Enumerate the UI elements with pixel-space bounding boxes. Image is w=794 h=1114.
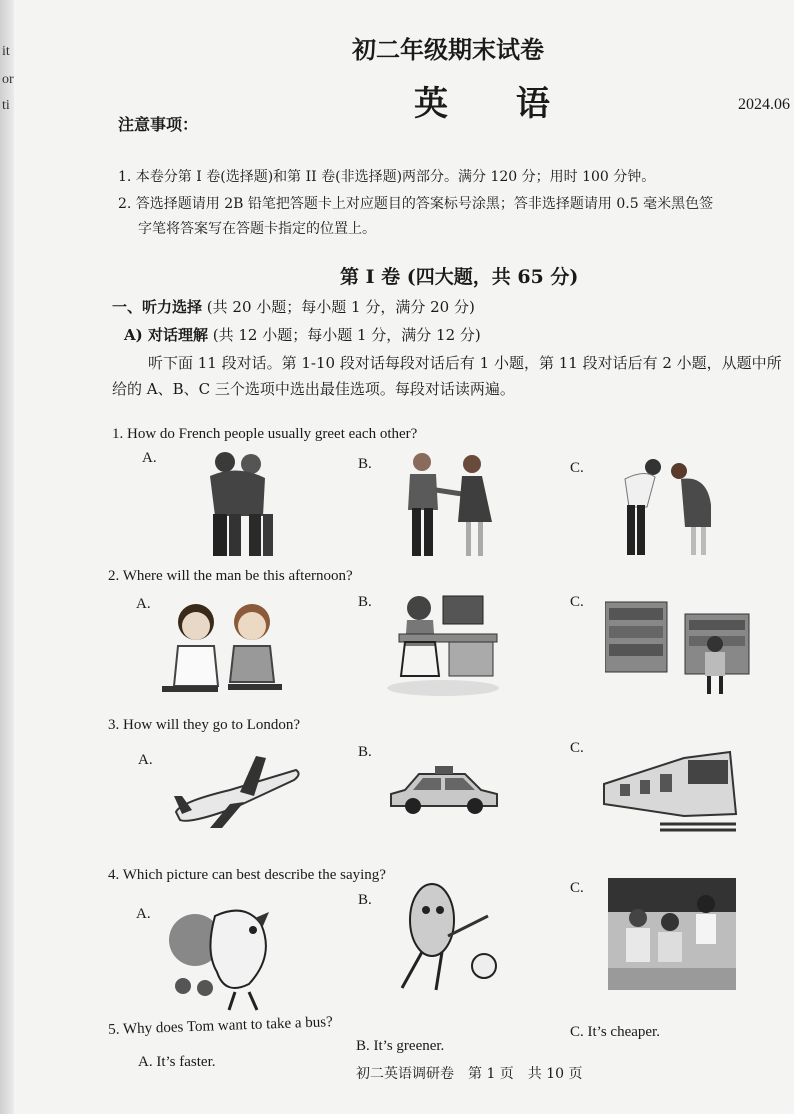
doctor-and-boy-image xyxy=(160,596,286,706)
question-3: 3. How will they go to London? xyxy=(108,717,301,733)
train-image xyxy=(600,744,738,832)
subway-people-image xyxy=(608,878,736,990)
edge-fragment: ti xyxy=(2,98,10,113)
option-text: B. It’s greener. xyxy=(356,1038,445,1054)
notice-heading: 注意事项： xyxy=(118,115,199,134)
airplane-image xyxy=(170,752,302,830)
page-edge-strip xyxy=(0,0,14,1114)
page-footer: 初二英语调研卷 第 1 页 共 10 页 xyxy=(356,1066,583,1082)
question-4: 4. Which picture can best describe the saying? xyxy=(108,867,386,883)
part-one-detail: (共 20 小题；每小题 1 分，满分 20 分) xyxy=(202,298,475,316)
library-image xyxy=(605,600,751,695)
edge-fragment: or xyxy=(2,72,14,87)
computer-desk-image xyxy=(385,590,500,698)
exam-title: 初二年级期末试卷 xyxy=(352,35,544,64)
option-label: C. xyxy=(570,594,584,610)
part-a-detail: (共 12 小题；每小题 1 分，满分 12 分) xyxy=(207,326,481,344)
subject-title: 英 语 xyxy=(414,84,578,124)
notice-line: 1. 本卷分第 I 卷(选择题)和第 II 卷(非选择题)两部分。满分 120 分；用时 100 分钟。 xyxy=(118,169,656,185)
option-label: C. xyxy=(570,460,584,476)
option-label: B. xyxy=(358,594,372,610)
option-label: A. xyxy=(136,906,151,922)
hugging-people-image xyxy=(185,446,295,558)
bowing-people-image xyxy=(615,455,725,558)
instruction-line: 给的 A、B、C 三个选项中选出最佳选项。每段对话读两遍。 xyxy=(112,380,515,398)
option-label: B. xyxy=(358,456,372,472)
rooster-cartoon-image xyxy=(165,896,295,1014)
corn-cartoon-image xyxy=(392,880,510,998)
section-title: 第 I 卷 (四大题，共 65 分) xyxy=(340,266,579,288)
question-2: 2. Where will the man be this afternoon? xyxy=(108,568,353,584)
instruction-line: 听下面 11 段对话。第 1-10 段对话每段对话后有 1 小题，第 11 段对话后有 2 小题，从题中所 xyxy=(148,354,782,372)
notice-line: 2. 答选择题请用 2B 铅笔把答题卡上对应题目的答案标号涂黑；答非选择题请用 0.5 毫米黑色签 xyxy=(118,196,714,212)
option-label: C. xyxy=(570,880,584,896)
exam-date: 2024.06 xyxy=(738,96,790,113)
question-1: 1. How do French people usually greet each other? xyxy=(112,426,418,442)
edge-fragment: it xyxy=(2,44,10,59)
part-one-label: 一、听力选择 xyxy=(112,298,203,316)
part-a-label: A) 对话理解 xyxy=(124,326,208,344)
option-label: B. xyxy=(358,892,372,908)
taxi-image xyxy=(385,762,503,816)
part-a-heading xyxy=(124,324,481,345)
question-5: 5. Why does Tom want to take a bus? xyxy=(108,1014,334,1038)
option-text: A. It’s faster. xyxy=(138,1054,216,1070)
handshake-image xyxy=(400,450,500,558)
option-label: A. xyxy=(138,752,153,768)
option-label: C. xyxy=(570,740,584,756)
part-one-heading xyxy=(112,296,475,317)
option-text: C. It’s cheaper. xyxy=(570,1024,660,1040)
option-label: B. xyxy=(358,744,372,760)
option-label: A. xyxy=(142,450,157,466)
notice-line: 字笔将答案写在答题卡指定的位置上。 xyxy=(138,221,376,237)
option-label: A. xyxy=(136,596,151,612)
